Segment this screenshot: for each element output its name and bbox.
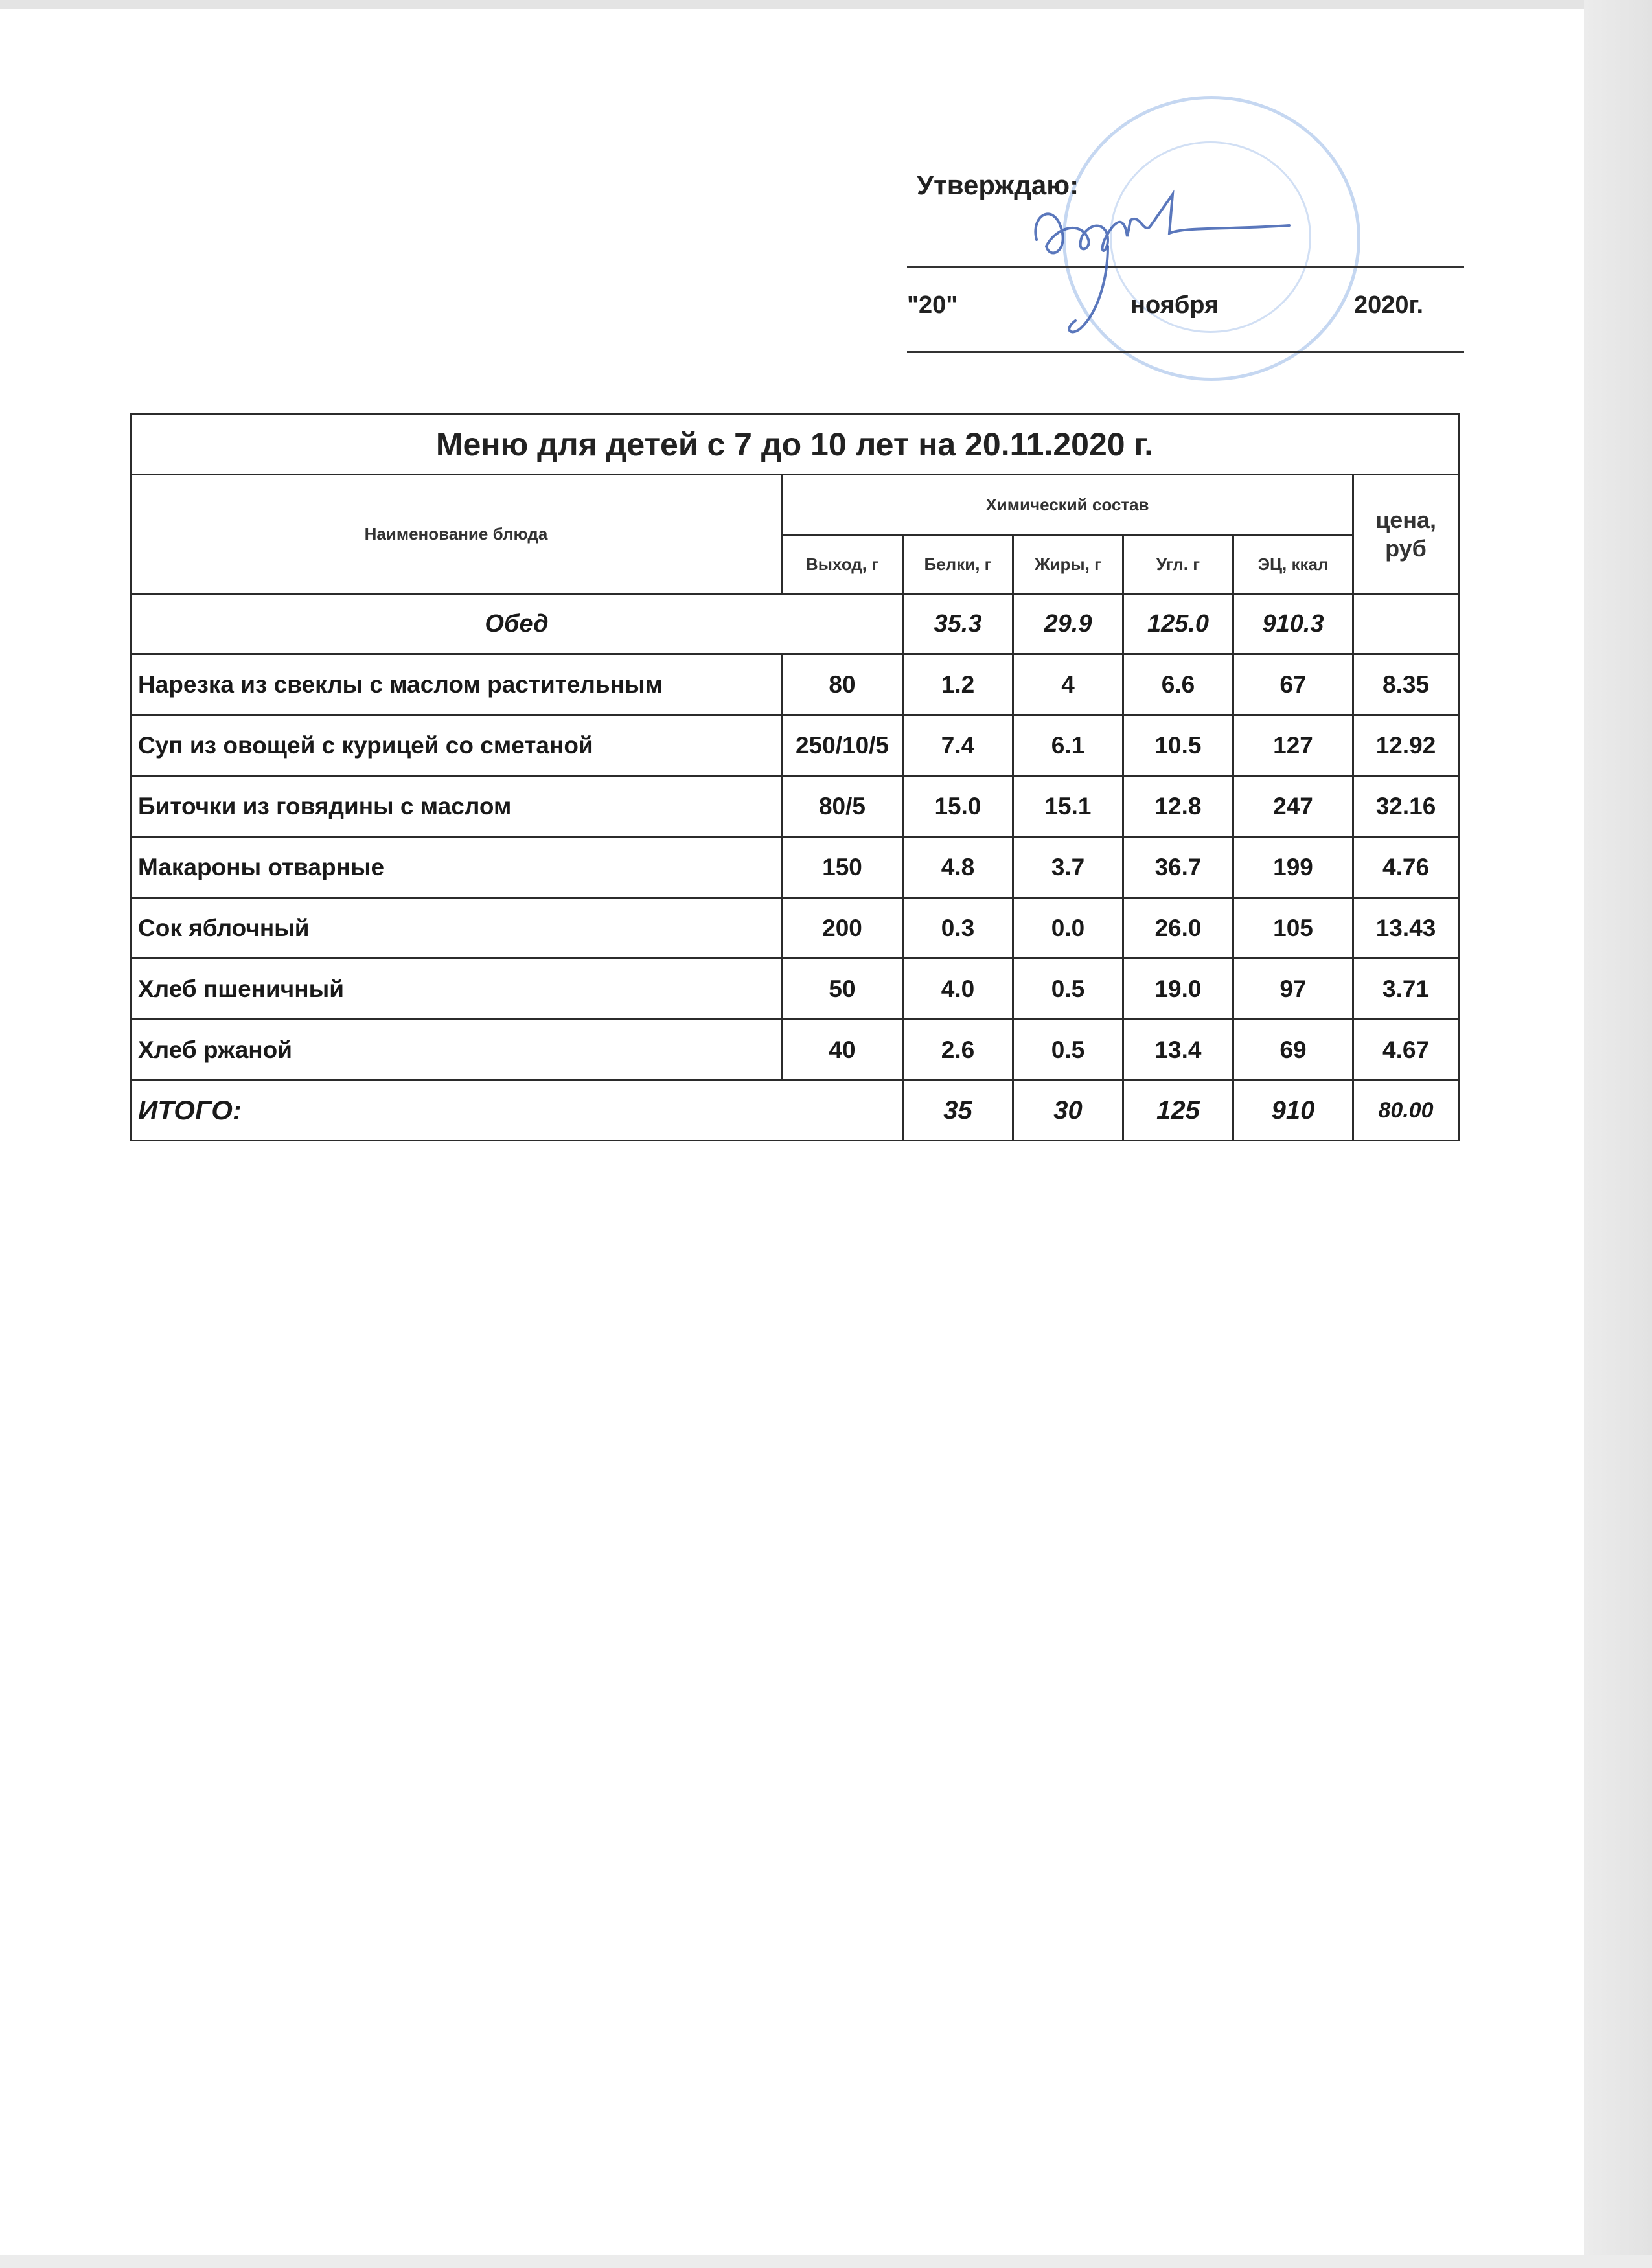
item-price: 12.92	[1353, 715, 1459, 776]
total-carbs: 125	[1123, 1081, 1233, 1141]
total-protein: 35	[903, 1081, 1013, 1141]
item-fat: 0.5	[1013, 959, 1123, 1020]
item-fat: 3.7	[1013, 837, 1123, 898]
header-dish: Наименование блюда	[131, 475, 782, 594]
menu-title: Меню для детей с 7 до 10 лет на 20.11.2020 г.	[131, 415, 1459, 475]
item-energy: 97	[1233, 959, 1353, 1020]
total-row	[131, 1081, 1459, 1141]
header-energy: ЭЦ, ккал	[1233, 535, 1353, 594]
table-row	[131, 1020, 1459, 1081]
item-energy: 105	[1233, 898, 1353, 959]
item-output: 80/5	[782, 776, 903, 837]
item-output: 80	[782, 654, 903, 715]
section-name: Обед	[131, 594, 903, 654]
table-row	[131, 715, 1459, 776]
item-protein: 2.6	[903, 1020, 1013, 1081]
approval-month: ноября	[1130, 292, 1219, 319]
section-row-lunch	[131, 594, 1459, 654]
item-fat: 0.0	[1013, 898, 1123, 959]
scan-bottom-edge	[0, 2255, 1652, 2268]
item-price: 3.71	[1353, 959, 1459, 1020]
table-row	[131, 959, 1459, 1020]
item-price: 13.43	[1353, 898, 1459, 959]
item-fat: 6.1	[1013, 715, 1123, 776]
item-output: 150	[782, 837, 903, 898]
item-protein: 4.8	[903, 837, 1013, 898]
item-protein: 4.0	[903, 959, 1013, 1020]
menu-items	[131, 654, 1459, 1081]
table-row	[131, 776, 1459, 837]
item-carbs: 6.6	[1123, 654, 1233, 715]
item-energy: 127	[1233, 715, 1353, 776]
item-protein: 0.3	[903, 898, 1013, 959]
item-output: 200	[782, 898, 903, 959]
table-row	[131, 654, 1459, 715]
item-output: 250/10/5	[782, 715, 903, 776]
item-name: Суп из овощей с курицей со сметаной	[131, 715, 782, 776]
item-energy: 247	[1233, 776, 1353, 837]
total-energy: 910	[1233, 1081, 1353, 1141]
item-carbs: 36.7	[1123, 837, 1233, 898]
item-name: Биточки из говядины с маслом	[131, 776, 782, 837]
section-protein: 35.3	[903, 594, 1013, 654]
section-price-empty	[1353, 594, 1459, 654]
approval-day: "20"	[907, 292, 958, 319]
section-carbs: 125.0	[1123, 594, 1233, 654]
item-name: Хлеб ржаной	[131, 1020, 782, 1081]
item-energy: 199	[1233, 837, 1353, 898]
header-protein: Белки, г	[903, 535, 1013, 594]
item-protein: 1.2	[903, 654, 1013, 715]
item-price: 4.76	[1353, 837, 1459, 898]
header-chemical: Химический состав	[782, 475, 1353, 535]
item-protein: 7.4	[903, 715, 1013, 776]
approval-word: Утверждаю:	[917, 170, 1079, 200]
item-carbs: 13.4	[1123, 1020, 1233, 1081]
section-energy: 910.3	[1233, 594, 1353, 654]
header-carbs: Угл. г	[1123, 535, 1233, 594]
item-fat: 4	[1013, 654, 1123, 715]
approval-year: 2020г.	[1354, 292, 1424, 319]
header-price-text: цена, руб	[1375, 507, 1436, 562]
section-fat: 29.9	[1013, 594, 1123, 654]
item-fat: 15.1	[1013, 776, 1123, 837]
item-price: 32.16	[1353, 776, 1459, 837]
item-energy: 67	[1233, 654, 1353, 715]
item-price: 8.35	[1353, 654, 1459, 715]
item-price: 4.67	[1353, 1020, 1459, 1081]
total-price: 80.00	[1353, 1081, 1459, 1141]
scan-right-edge	[1584, 0, 1652, 2268]
item-output: 40	[782, 1020, 903, 1081]
date-line	[907, 351, 1464, 353]
item-name: Макароны отварные	[131, 837, 782, 898]
header-price	[1353, 475, 1459, 594]
item-carbs: 26.0	[1123, 898, 1233, 959]
item-name: Сок яблочный	[131, 898, 782, 959]
item-fat: 0.5	[1013, 1020, 1123, 1081]
item-name: Нарезка из свеклы с маслом растительным	[131, 654, 782, 715]
table-row	[131, 837, 1459, 898]
header-fat: Жиры, г	[1013, 535, 1123, 594]
item-carbs: 10.5	[1123, 715, 1233, 776]
total-fat: 30	[1013, 1081, 1123, 1141]
total-label: ИТОГО:	[131, 1081, 903, 1141]
menu-table	[130, 413, 1460, 1141]
signature-icon	[1011, 175, 1296, 343]
item-carbs: 12.8	[1123, 776, 1233, 837]
item-protein: 15.0	[903, 776, 1013, 837]
item-carbs: 19.0	[1123, 959, 1233, 1020]
scan-top-edge	[0, 0, 1652, 9]
item-energy: 69	[1233, 1020, 1353, 1081]
table-row	[131, 898, 1459, 959]
header-output: Выход, г	[782, 535, 903, 594]
item-output: 50	[782, 959, 903, 1020]
item-name: Хлеб пшеничный	[131, 959, 782, 1020]
